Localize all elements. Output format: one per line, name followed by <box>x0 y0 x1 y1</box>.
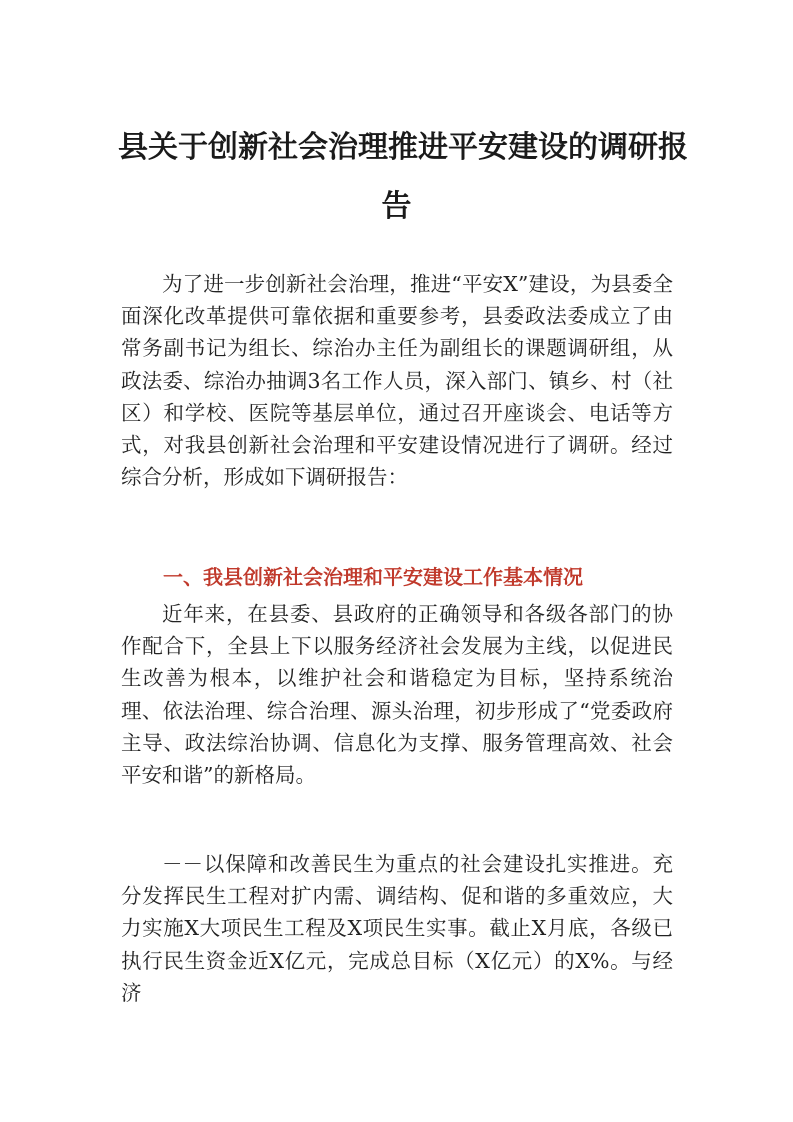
document-title-line-2: 告 <box>381 189 412 224</box>
document-title-line-1: 县关于创新社会治理推进平安建设的调研报 <box>118 130 688 165</box>
section-1-heading: 一、我县创新社会治理和平安建设工作基本情况 <box>163 565 583 589</box>
intro-paragraph: 为了进一步创新社会治理，推进“平安X”建设，为县委全面深化改革提供可靠依据和重要参考，县委政法委成立了由常务副书记为组长、综治办主任为副组长的课题调研组，从政法委、综治办抽调3名工作人员，深入部门、镇乡、村（社区）和学校、医院等基层单位，通过召开座谈会、电话等方式，对我县创新社会治理和平安建设情况进行了调研。经过综合分析，形成如下调研报告： <box>121 272 673 490</box>
section-1-paragraph-1: 近年来，在县委、县政府的正确领导和各级各部门的协作配合下，全县上下以服务经济社会发展为主线，以促进民生改善为根本，以维护社会和谐稳定为目标，坚持系统治理、依法治理、综合治理、源头治理，初步形成了“党委政府主导、政法综治协调、信息化为支撑、服务管理高效、社会平安和谐”的新格局。 <box>121 602 673 788</box>
section-1-paragraph-2: －－以保障和改善民生为重点的社会建设扎实推进。充分发挥民生工程对扩内需、调结构、促和谐的多重效应，大力实施X大项民生工程及X项民生实事。截止X月底，各级已执行民生资金近X亿元，完成总目标（X亿元）的X%。与经济 <box>121 852 673 1005</box>
